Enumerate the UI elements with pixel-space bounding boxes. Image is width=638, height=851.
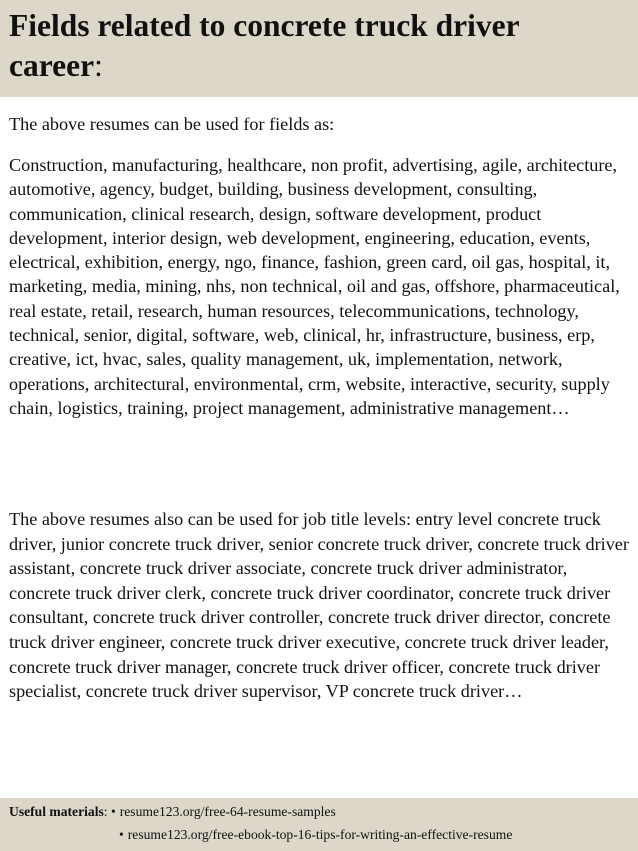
footer-row-1 <box>9 803 336 821</box>
useful-materials-label: Useful materials <box>9 804 104 819</box>
bullet-icon: • <box>119 827 124 842</box>
bullet-icon: • <box>110 804 116 819</box>
resource-link-ebook[interactable]: resume123.org/free-ebook-top-16-tips-for-writing-an-effective-resume <box>127 827 513 842</box>
intro-text: The above resumes can be used for fields as: <box>9 114 335 134</box>
resource-link-samples[interactable]: resume123.org/free-64-resume-samples <box>119 804 336 819</box>
page-title <box>9 6 619 86</box>
footer-row-2 <box>119 826 512 844</box>
fields-paragraph: Construction, manufacturing, healthcare, non profit, advertising, agile, architecture, automotive, agency, budget, building, business development, consulting, communication, clinical research, design, software development, product development, interior design, web development, engineering, education, events, electrical, exhibition, energy, ngo, finance, fashion, green card, oil gas, hospital, it, marketing, media, mining, nhs, non technical, oil and gas, offshore, pharmaceutical, real estate, retail, research, human resources, telecommunications, technology, technical, senior, digital, software, web, clinical, hr, infrastructure, business, erp, creative, ict, hvac, sales, quality management, uk, implementation, network, operations, architectural, environmental, crm, website, interactive, security, supply chain, logistics, training, project management, administrative management… <box>9 155 620 418</box>
page-title-colon: : <box>94 48 103 83</box>
useful-materials-separator: : <box>103 804 108 819</box>
job-titles-paragraph: The above resumes also can be used for job title levels: entry level concrete truck driver, junior concrete truck driver, senior concrete truck driver, concrete truck driver assistant, concrete truck driver associate, concrete truck driver administrator, concrete truck driver clerk, concrete truck driver coordinator, concrete truck driver consultant, concrete truck driver controller, concrete truck driver director, concrete truck driver engineer, concrete truck driver executive, concrete truck driver leader, concrete truck driver manager, concrete truck driver officer, concrete truck driver specialist, concrete truck driver supervisor, VP concrete truck driver… <box>9 509 629 702</box>
page-title-text: Fields related to concrete truck driver career <box>9 8 519 83</box>
